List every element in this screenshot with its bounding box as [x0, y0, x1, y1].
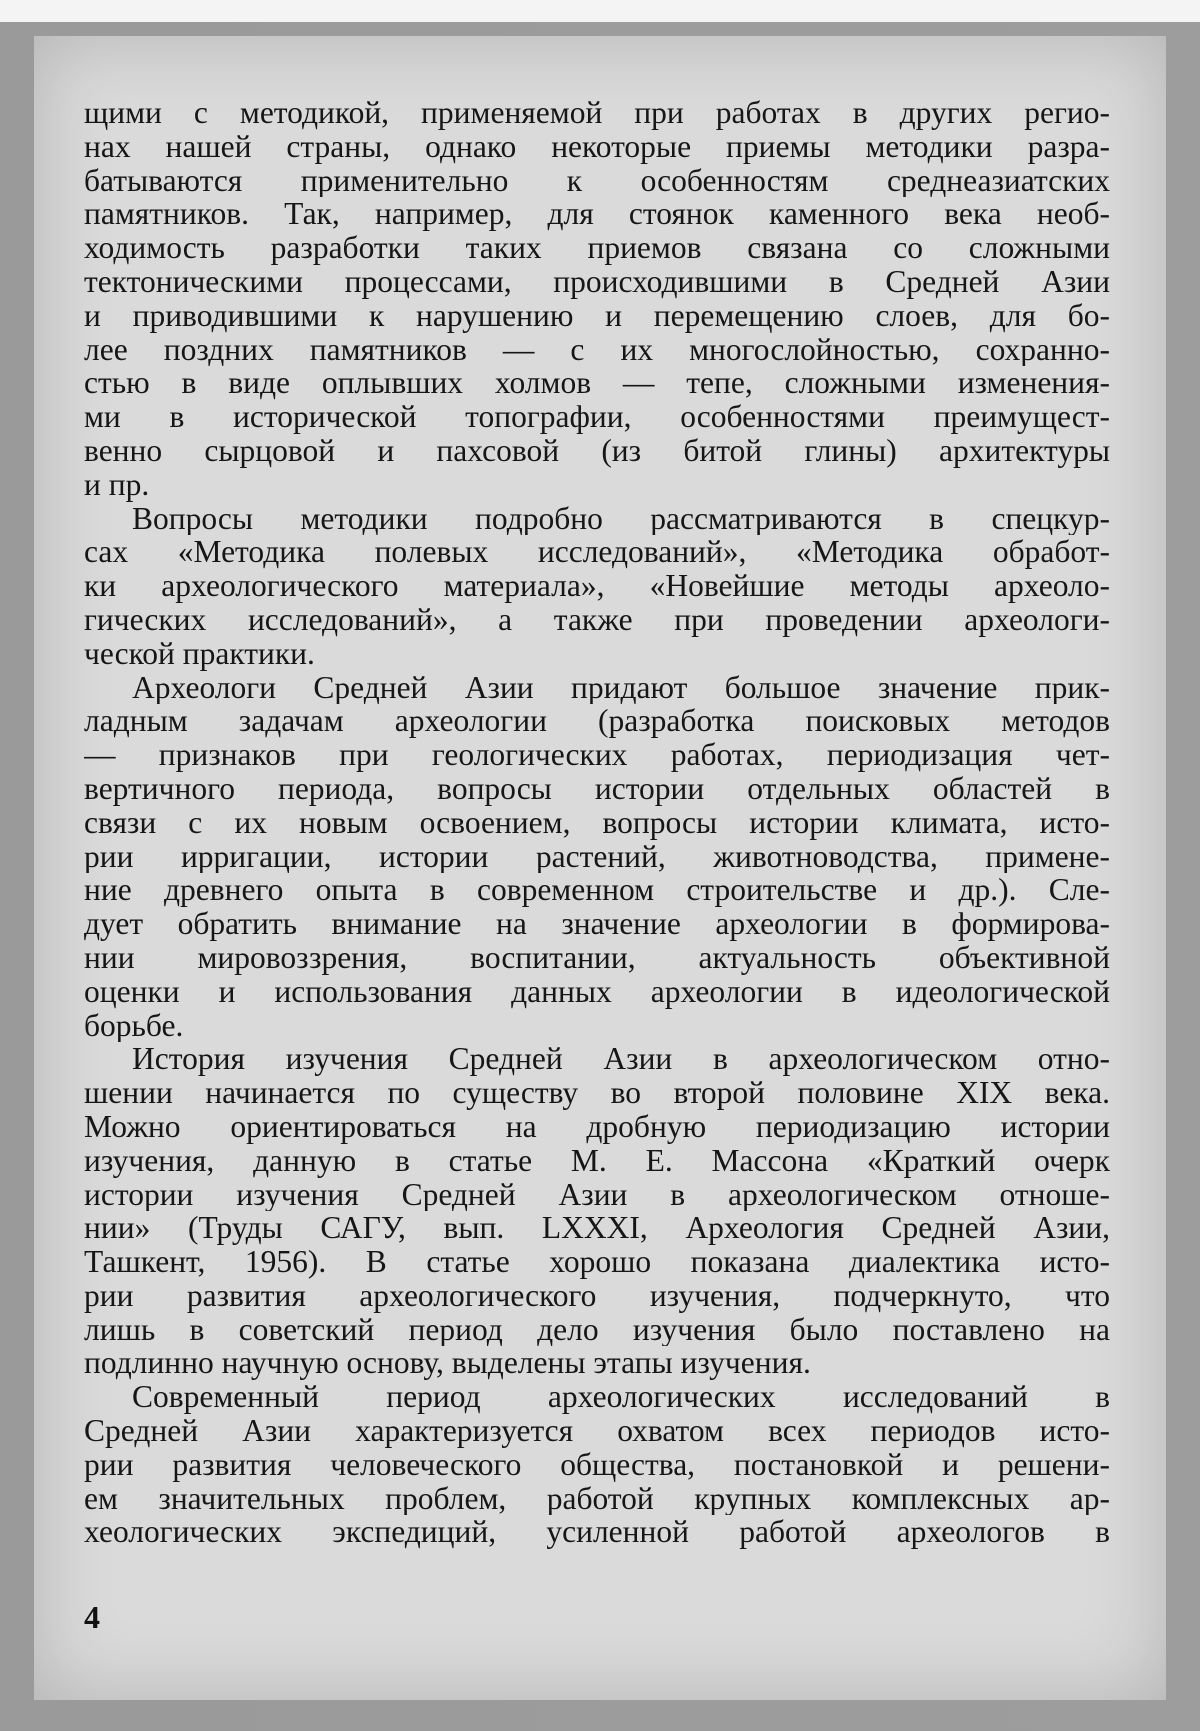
text-line: тектоническими процессами, происходившими в Средней Азии: [84, 264, 1110, 299]
text-line: лишь в советский период дело изучения было поставлено на: [84, 1312, 1110, 1347]
text-line: и пр.: [84, 467, 150, 502]
text-line: ладным задачам археологии (разработка поисковых методов: [84, 704, 1110, 739]
paragraph-1: [84, 96, 1110, 502]
text-line: Средней Азии характеризуется охватом всех периодов исто-: [84, 1414, 1110, 1448]
text-line: изучения, данную в статье М. Е. Массона «Краткий очерк: [84, 1143, 1110, 1178]
text-line: ми в исторической топографии, особенностями преимущест-: [84, 400, 1110, 434]
text-line: нии» (Труды САГУ, вып. LXXXI, Археология Средней Азии,: [84, 1211, 1110, 1246]
text-line: истории изучения Средней Азии в археологическом отноше-: [84, 1177, 1110, 1212]
text-line: Вопросы методики подробно рассматриваются в спецкур-: [132, 501, 1110, 536]
text-line: связи с их новым освоением, вопросы истории климата, исто-: [84, 805, 1110, 840]
text-line: ние древнего опыта в современном строительстве и др.). Сле-: [84, 873, 1110, 908]
text-line: подлинно научную основу, выделены этапы изучения.: [84, 1346, 811, 1381]
text-line: рии развития человеческого общества, постановкой и решени-: [84, 1447, 1110, 1482]
text-line: Ташкент, 1956). В статье хорошо показана диалектика исто-: [84, 1245, 1110, 1279]
text-line: ходимость разработки таких приемов связана со сложными: [84, 231, 1110, 265]
text-line: щими с методикой, применяемой при работах в других регио-: [84, 96, 1110, 130]
text-line: Современный период археологических исследований в: [132, 1380, 1110, 1415]
paragraph-3: [84, 671, 1110, 1043]
page-number: 4: [84, 1599, 100, 1635]
text-line: борьбе.: [84, 1008, 184, 1043]
text-line: лее поздних памятников — с их многослойностью, сохранно-: [84, 332, 1110, 367]
text-line: шении начинается по существу во второй половине XIX века.: [84, 1076, 1110, 1110]
text-line: хеологических экспедиций, усиленной работой археологов в: [84, 1515, 1110, 1550]
paragraph-4: [84, 1042, 1110, 1380]
text-line: оценки и использования данных археологии в идеологической: [84, 974, 1110, 1009]
text-line: нии мировоззрения, воспитании, актуальность объективной: [84, 940, 1110, 975]
text-line: гических исследований», а также при проведении археологи-: [84, 602, 1110, 637]
text-line: рии развития археологического изучения, подчеркнуто, что: [84, 1278, 1110, 1313]
text-line: ем значительных проблем, работой крупных комплексных ар-: [84, 1481, 1110, 1516]
text-line: — признаков при геологических работах, периодизация чет-: [84, 738, 1110, 772]
text-line: рии ирригации, истории растений, животноводства, примене-: [84, 839, 1110, 874]
text-line: вертичного периода, вопросы истории отдельных областей в: [84, 771, 1110, 806]
text-line: дует обратить внимание на значение археологии в формирова-: [84, 907, 1110, 941]
text-line: и приводившими к нарушению и перемещению слоев, для бо-: [84, 298, 1110, 333]
text-line: батываются применительно к особенностям среднеазиатских: [84, 163, 1110, 198]
text-line: венно сырцовой и пахсовой (из битой глины) архитектуры: [84, 433, 1110, 468]
text-line: Археологи Средней Азии придают большое значение прик-: [132, 670, 1110, 705]
text-line: История изучения Средней Азии в археологическом отно-: [132, 1042, 1110, 1077]
body-text: [84, 96, 1110, 1549]
text-line: нах нашей страны, однако некоторые приемы методики разра-: [84, 129, 1110, 164]
scan-edge-strip: [0, 0, 1200, 22]
text-line: памятников. Так, например, для стоянок каменного века необ-: [84, 197, 1110, 232]
text-line: ки археологического материала», «Новейшие методы археоло-: [84, 569, 1110, 603]
paragraph-5: [84, 1380, 1110, 1549]
paragraph-2: [84, 502, 1110, 671]
text-line: ческой практики.: [84, 636, 315, 671]
text-line: сах «Методика полевых исследований», «Методика обработ-: [84, 535, 1110, 570]
text-line: Можно ориентироваться на дробную периодизацию истории: [84, 1109, 1110, 1144]
text-line: стью в виде оплывших холмов — тепе, сложными изменения-: [84, 366, 1110, 401]
